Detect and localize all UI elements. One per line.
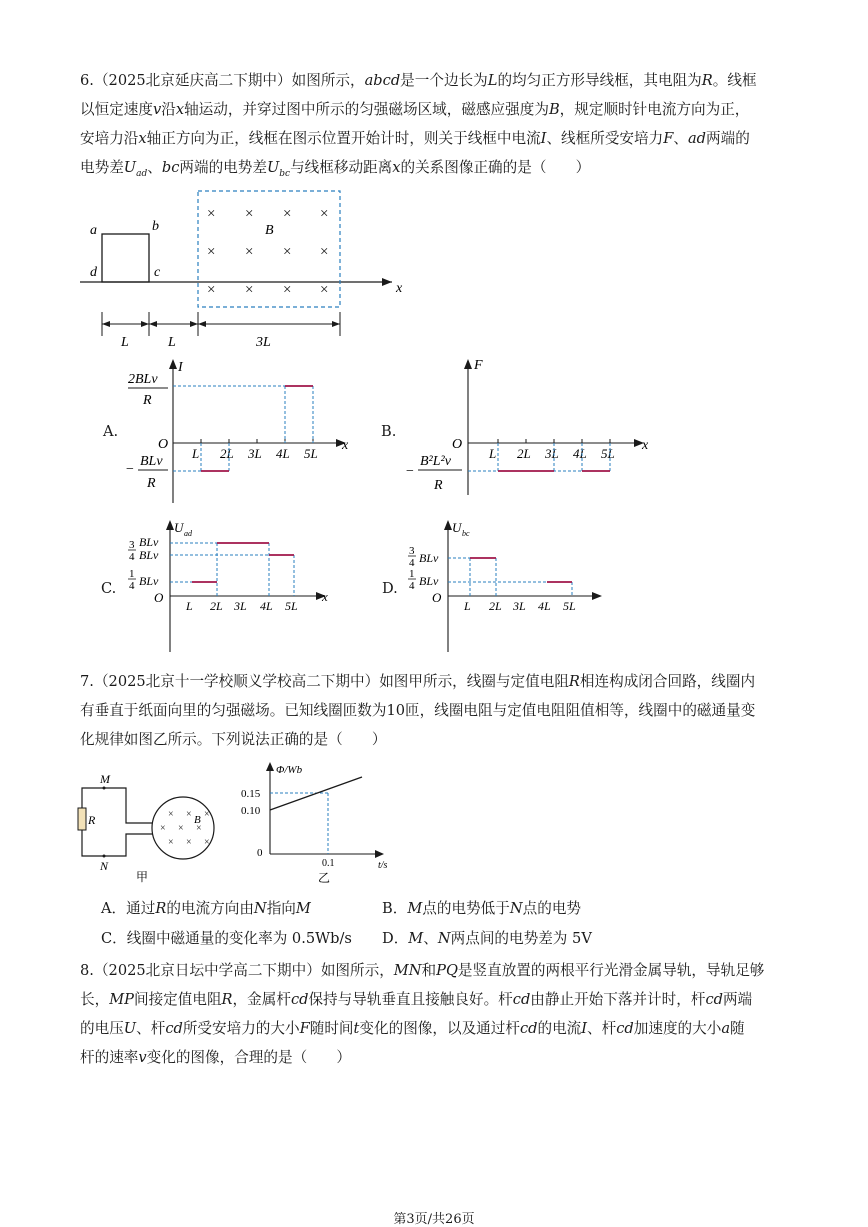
q8-text: ，金属杆 xyxy=(232,991,291,1008)
field-B-label: B xyxy=(194,814,201,826)
q6-text: 轴正方向为正，线框在图示位置开始计时，则关于线框中电流 xyxy=(146,130,541,147)
q6-fig-x-label: x xyxy=(396,281,403,296)
q6-option-c-label[interactable]: C. xyxy=(101,580,117,597)
q6-text: 两端的 xyxy=(706,130,750,147)
q8-var: cd xyxy=(705,991,723,1008)
q8-var: cd xyxy=(512,991,531,1008)
y-frac-num: 3 xyxy=(129,539,135,551)
q8-text: 的电流 xyxy=(537,1020,582,1037)
x-tick-label: 5L xyxy=(601,446,615,461)
q8-var: cd xyxy=(616,1020,634,1037)
minus-sign: − xyxy=(406,464,414,479)
dim-label: 3L xyxy=(256,335,271,350)
field-cross-icon: × xyxy=(245,206,254,222)
q6-text: 、线框所受安培力 xyxy=(546,130,664,147)
q6-option-a-label[interactable]: A. xyxy=(103,423,119,440)
y-tick-label: 0 xyxy=(257,847,263,859)
field-cross-icon: × xyxy=(186,809,192,820)
q6-line-2 xyxy=(80,95,792,125)
option-var: M xyxy=(295,900,311,917)
y-tick-label: BLv xyxy=(139,548,159,562)
q6-text: 是一个边长为 xyxy=(400,72,488,89)
field-cross-icon: × xyxy=(160,823,166,834)
axis-y-label: U xyxy=(452,520,462,535)
field-cross-icon: × xyxy=(245,282,254,298)
corner-c-label: c xyxy=(154,265,161,280)
q6-line-4 xyxy=(80,153,792,189)
option-text: 两点间的电势差为 5V xyxy=(450,930,592,947)
q7-circuit-figure xyxy=(70,768,230,884)
q8-text: 由静止开始下落并计时，杆 xyxy=(530,991,706,1008)
q7-number: 7. xyxy=(80,673,94,690)
axis-y-sub-label: ad xyxy=(184,529,192,538)
q7-source: （2025北京十一学校顺义学校高二下期中） xyxy=(93,673,380,690)
q6-var: ad xyxy=(136,168,148,179)
origin-label: O xyxy=(452,437,463,452)
q6-option-d-label[interactable]: D. xyxy=(382,580,398,597)
y-tick-label: 0.15 xyxy=(241,788,261,800)
axis-y-label: Φ/Wb xyxy=(276,764,303,776)
field-cross-icon: × xyxy=(245,244,254,260)
field-cross-icon: × xyxy=(168,809,174,820)
q6-option-c-graph[interactable] xyxy=(122,518,342,654)
option-var: N xyxy=(253,900,267,917)
q8-text: 变化的图像，以及通过杆 xyxy=(359,1020,520,1037)
q8-text: 变化的图像，合理的是（ ） xyxy=(146,1049,351,1066)
q6-var: U xyxy=(266,159,280,176)
x-tick-label: 4L xyxy=(538,599,551,613)
axis-y-sub-label: bc xyxy=(462,529,470,538)
axis-y-label: F xyxy=(474,358,483,373)
q8-var: F xyxy=(299,1020,310,1037)
resistor-symbol xyxy=(78,808,86,830)
y-frac-den: 4 xyxy=(129,580,135,592)
axis-x-label: x xyxy=(642,438,649,453)
x-tick-label: 0.1 xyxy=(322,858,335,869)
q6-text: 电势差 xyxy=(80,159,124,176)
option-text: 通过 xyxy=(126,900,156,917)
option-text: 点的电势低于 xyxy=(422,900,510,917)
q6-source: （2025北京延庆高二下期中） xyxy=(93,72,292,89)
axis-x-label: x xyxy=(342,438,349,453)
resistor-label: R xyxy=(88,813,96,827)
y-tick-num: B²L²v xyxy=(420,454,451,469)
x-tick-label: 4L xyxy=(276,446,290,461)
q7-text: 化规律如图乙所示。下列说法正确的是（ ） xyxy=(80,731,387,748)
x-tick-label: 3L xyxy=(513,599,526,613)
field-cross-icon: × xyxy=(283,206,292,222)
q8-text: 是竖直放置的两根平行光滑金属导轨，导轨足够 xyxy=(457,962,765,979)
node-N-label: N xyxy=(100,859,109,873)
y-tick-num: BLv xyxy=(140,454,163,469)
q6-text: 与线框移动距离 xyxy=(290,159,393,176)
q7-line-1 xyxy=(80,667,792,697)
q7-text: 相连构成闭合回路，线圈内 xyxy=(579,673,756,690)
q7-option-d[interactable] xyxy=(382,927,592,948)
y-tick-tail: BLv xyxy=(139,535,159,549)
node-M-label: M xyxy=(100,772,110,786)
q6-var: ad xyxy=(687,130,706,147)
dim-label: L xyxy=(168,335,176,350)
q8-var: v xyxy=(138,1049,147,1066)
figure-caption-yi: 乙 xyxy=(318,871,331,885)
q8-var: cd xyxy=(165,1020,183,1037)
q6-option-b-label[interactable]: B. xyxy=(381,423,397,440)
corner-b-label: b xyxy=(152,219,159,234)
q7-option-c[interactable] xyxy=(101,927,352,948)
q6-var: bc xyxy=(161,159,180,176)
q6-var: I xyxy=(540,130,547,147)
page-footer: 第3页/共26页 xyxy=(393,1212,475,1227)
field-cross-icon: × xyxy=(196,823,202,834)
q8-text: 随 xyxy=(730,1020,745,1037)
field-cross-icon: × xyxy=(186,837,192,848)
q8-text: 随时间 xyxy=(309,1020,354,1037)
x-tick-label: 3L xyxy=(545,446,559,461)
x-tick-label: 2L xyxy=(220,446,234,461)
q7-option-b[interactable] xyxy=(382,897,581,918)
y-tick-den: R xyxy=(143,393,152,408)
y-frac-den: 4 xyxy=(409,557,415,569)
y-frac-den: 4 xyxy=(409,580,415,592)
q8-line-1 xyxy=(80,956,792,986)
field-cross-icon: × xyxy=(204,809,210,820)
x-tick-label: L xyxy=(192,446,200,461)
x-tick-label: 2L xyxy=(210,599,223,613)
field-cross-icon: × xyxy=(168,837,174,848)
q6-text: 两端的电势差 xyxy=(179,159,267,176)
x-tick-label: L xyxy=(464,599,471,613)
q8-line-3 xyxy=(80,1014,792,1044)
origin-label: O xyxy=(154,590,164,605)
q6-text: 如图所示， xyxy=(291,72,365,89)
field-cross-icon: × xyxy=(320,244,329,260)
origin-label: O xyxy=(158,437,169,452)
field-cross-icon: × xyxy=(283,244,292,260)
x-tick-label: 3L xyxy=(234,599,247,613)
q6-var: R xyxy=(701,72,713,89)
x-tick-label: 3L xyxy=(248,446,262,461)
q7-text: 有垂直于纸面向里的匀强磁场。已知线圈匝数为10匝，线圈电阻与定值电阻阻值相等，线圈中的磁通量变 xyxy=(80,702,756,719)
x-tick-label: L xyxy=(186,599,193,613)
y-tick-tail: BLv xyxy=(419,551,439,565)
q8-number: 8. xyxy=(80,962,94,979)
q8-var: U xyxy=(123,1020,137,1037)
q7-text: 如图甲所示，线圈与定值电阻 xyxy=(379,673,569,690)
option-var: M xyxy=(408,930,424,947)
q6-field-figure xyxy=(70,186,420,356)
q6-text: 的均匀正方形导线框，其电阻为 xyxy=(497,72,702,89)
q8-text: 和 xyxy=(421,962,437,979)
option-text: 点的电势 xyxy=(522,900,582,917)
q6-line-1 xyxy=(80,66,792,96)
q6-text: 沿 xyxy=(161,101,176,118)
q8-var: cd xyxy=(290,991,309,1008)
q6-text: 以恒定速度 xyxy=(80,101,153,118)
x-tick-label: 2L xyxy=(517,446,531,461)
field-cross-icon: × xyxy=(207,206,216,222)
y-frac-num: 1 xyxy=(409,568,415,580)
q6-text: 安培力沿 xyxy=(80,130,139,147)
q8-text: 加速度的大小 xyxy=(633,1020,722,1037)
x-tick-label: 2L xyxy=(489,599,502,613)
corner-d-label: d xyxy=(90,265,97,280)
q6-var: abcd xyxy=(364,72,401,89)
x-tick-label: L xyxy=(489,446,497,461)
field-cross-icon: × xyxy=(320,282,329,298)
q8-text: 、杆 xyxy=(136,1020,166,1037)
y-tick-tail: BLv xyxy=(139,574,159,588)
q8-text: 长， xyxy=(80,991,110,1008)
q6-text: 、 xyxy=(147,159,162,176)
q6-var: x xyxy=(138,130,147,147)
x-tick-label: 4L xyxy=(260,599,273,613)
field-cross-icon: × xyxy=(204,837,210,848)
q8-var: I xyxy=(581,1020,588,1037)
q8-var: R xyxy=(221,991,233,1008)
q6-var: bc xyxy=(279,168,291,179)
q7-line-2 xyxy=(80,696,792,726)
q6-var: x xyxy=(392,159,401,176)
q6-var: U xyxy=(123,159,137,176)
field-cross-icon: × xyxy=(320,206,329,222)
q7-option-a[interactable] xyxy=(101,897,311,918)
option-label: D． xyxy=(382,930,409,947)
y-tick-den: R xyxy=(434,478,443,493)
q8-var: a xyxy=(721,1020,731,1037)
y-frac-den: 4 xyxy=(129,551,135,563)
y-tick-den: R xyxy=(147,476,156,491)
q8-var: cd xyxy=(519,1020,538,1037)
axis-x-label: t/s xyxy=(378,860,388,871)
q8-text: 杆的速率 xyxy=(80,1049,139,1066)
q6-var: B xyxy=(548,101,560,118)
q6-line-3 xyxy=(80,124,792,154)
x-tick-label: 5L xyxy=(563,599,576,613)
field-cross-icon: × xyxy=(178,823,184,834)
option-var: M xyxy=(407,900,423,917)
y-frac-num: 3 xyxy=(409,545,415,557)
field-cross-icon: × xyxy=(207,282,216,298)
option-label: C． xyxy=(101,930,127,947)
q8-var: MP xyxy=(109,991,134,1008)
q8-var: PQ xyxy=(436,962,458,979)
field-B-label: B xyxy=(265,223,274,238)
option-text: 线圈中磁通量的变化率为 0.5Wb/s xyxy=(126,930,352,947)
q6-text: ，规定顺时针电流方向为正， xyxy=(559,101,750,118)
q6-var: L xyxy=(487,72,498,89)
flux-line xyxy=(270,777,362,810)
q8-text: 的电压 xyxy=(80,1020,124,1037)
q6-text: 。线框 xyxy=(712,72,757,89)
q6-var: F xyxy=(663,130,674,147)
x-tick-label: 5L xyxy=(304,446,318,461)
x-tick-label: 4L xyxy=(573,446,587,461)
option-label: A． xyxy=(101,900,127,917)
q6-text: 的关系图像正确的是（ ） xyxy=(400,159,591,176)
q6-var: v xyxy=(152,101,162,118)
q6-var: x xyxy=(175,101,185,118)
q7-line-3 xyxy=(80,725,792,755)
y-tick-num: 2BLv xyxy=(128,372,158,387)
q8-line-4 xyxy=(80,1043,792,1073)
axis-y-label: I xyxy=(178,360,183,375)
minus-sign: − xyxy=(126,462,134,477)
axis-y-label: U xyxy=(174,520,184,535)
y-tick-tail: BLv xyxy=(419,574,439,588)
q8-text: 间接定值电阻 xyxy=(133,991,222,1008)
q8-var: t xyxy=(353,1020,360,1037)
y-frac-num: 1 xyxy=(129,568,135,580)
option-var: R xyxy=(155,900,167,917)
q8-text: 如图所示， xyxy=(320,962,394,979)
q6-text: 轴运动，并穿过图中所示的匀强磁场区域，磁感应强度为 xyxy=(184,101,549,118)
q8-text: 保持与导轨垂直且接触良好。杆 xyxy=(308,991,513,1008)
dim-label: L xyxy=(121,335,129,350)
q7-flux-graph xyxy=(230,758,400,888)
q8-text: 所受安培力的大小 xyxy=(182,1020,300,1037)
wire-frame xyxy=(102,234,149,282)
q8-text: 、杆 xyxy=(587,1020,617,1037)
field-cross-icon: × xyxy=(207,244,216,260)
x-tick-label: 5L xyxy=(285,599,298,613)
q6-option-d-graph[interactable] xyxy=(402,518,612,654)
y-tick-label: 0.10 xyxy=(241,805,261,817)
q8-text: 两端 xyxy=(722,991,753,1008)
corner-a-label: a xyxy=(90,223,97,238)
field-cross-icon: × xyxy=(283,282,292,298)
option-var: N xyxy=(437,930,451,947)
q6-number: 6. xyxy=(80,72,94,89)
origin-label: O xyxy=(432,590,442,605)
q6-text: 、 xyxy=(673,130,688,147)
axis-x-label: x xyxy=(322,589,328,604)
option-label: B． xyxy=(382,900,408,917)
q6-option-b-graph[interactable] xyxy=(402,355,662,505)
option-text: 、 xyxy=(423,930,438,947)
option-text: 指向 xyxy=(266,900,296,917)
magnetic-field-region xyxy=(198,191,340,307)
q8-source: （2025北京日坛中学高二下期中） xyxy=(93,962,321,979)
q7-var: R xyxy=(568,673,580,690)
figure-caption-jia: 甲 xyxy=(136,870,149,884)
q8-line-2 xyxy=(80,985,792,1015)
option-text: 的电流方向由 xyxy=(166,900,254,917)
option-var: N xyxy=(509,900,523,917)
q8-var: MN xyxy=(393,962,422,979)
q6-option-a-graph[interactable] xyxy=(120,355,360,510)
